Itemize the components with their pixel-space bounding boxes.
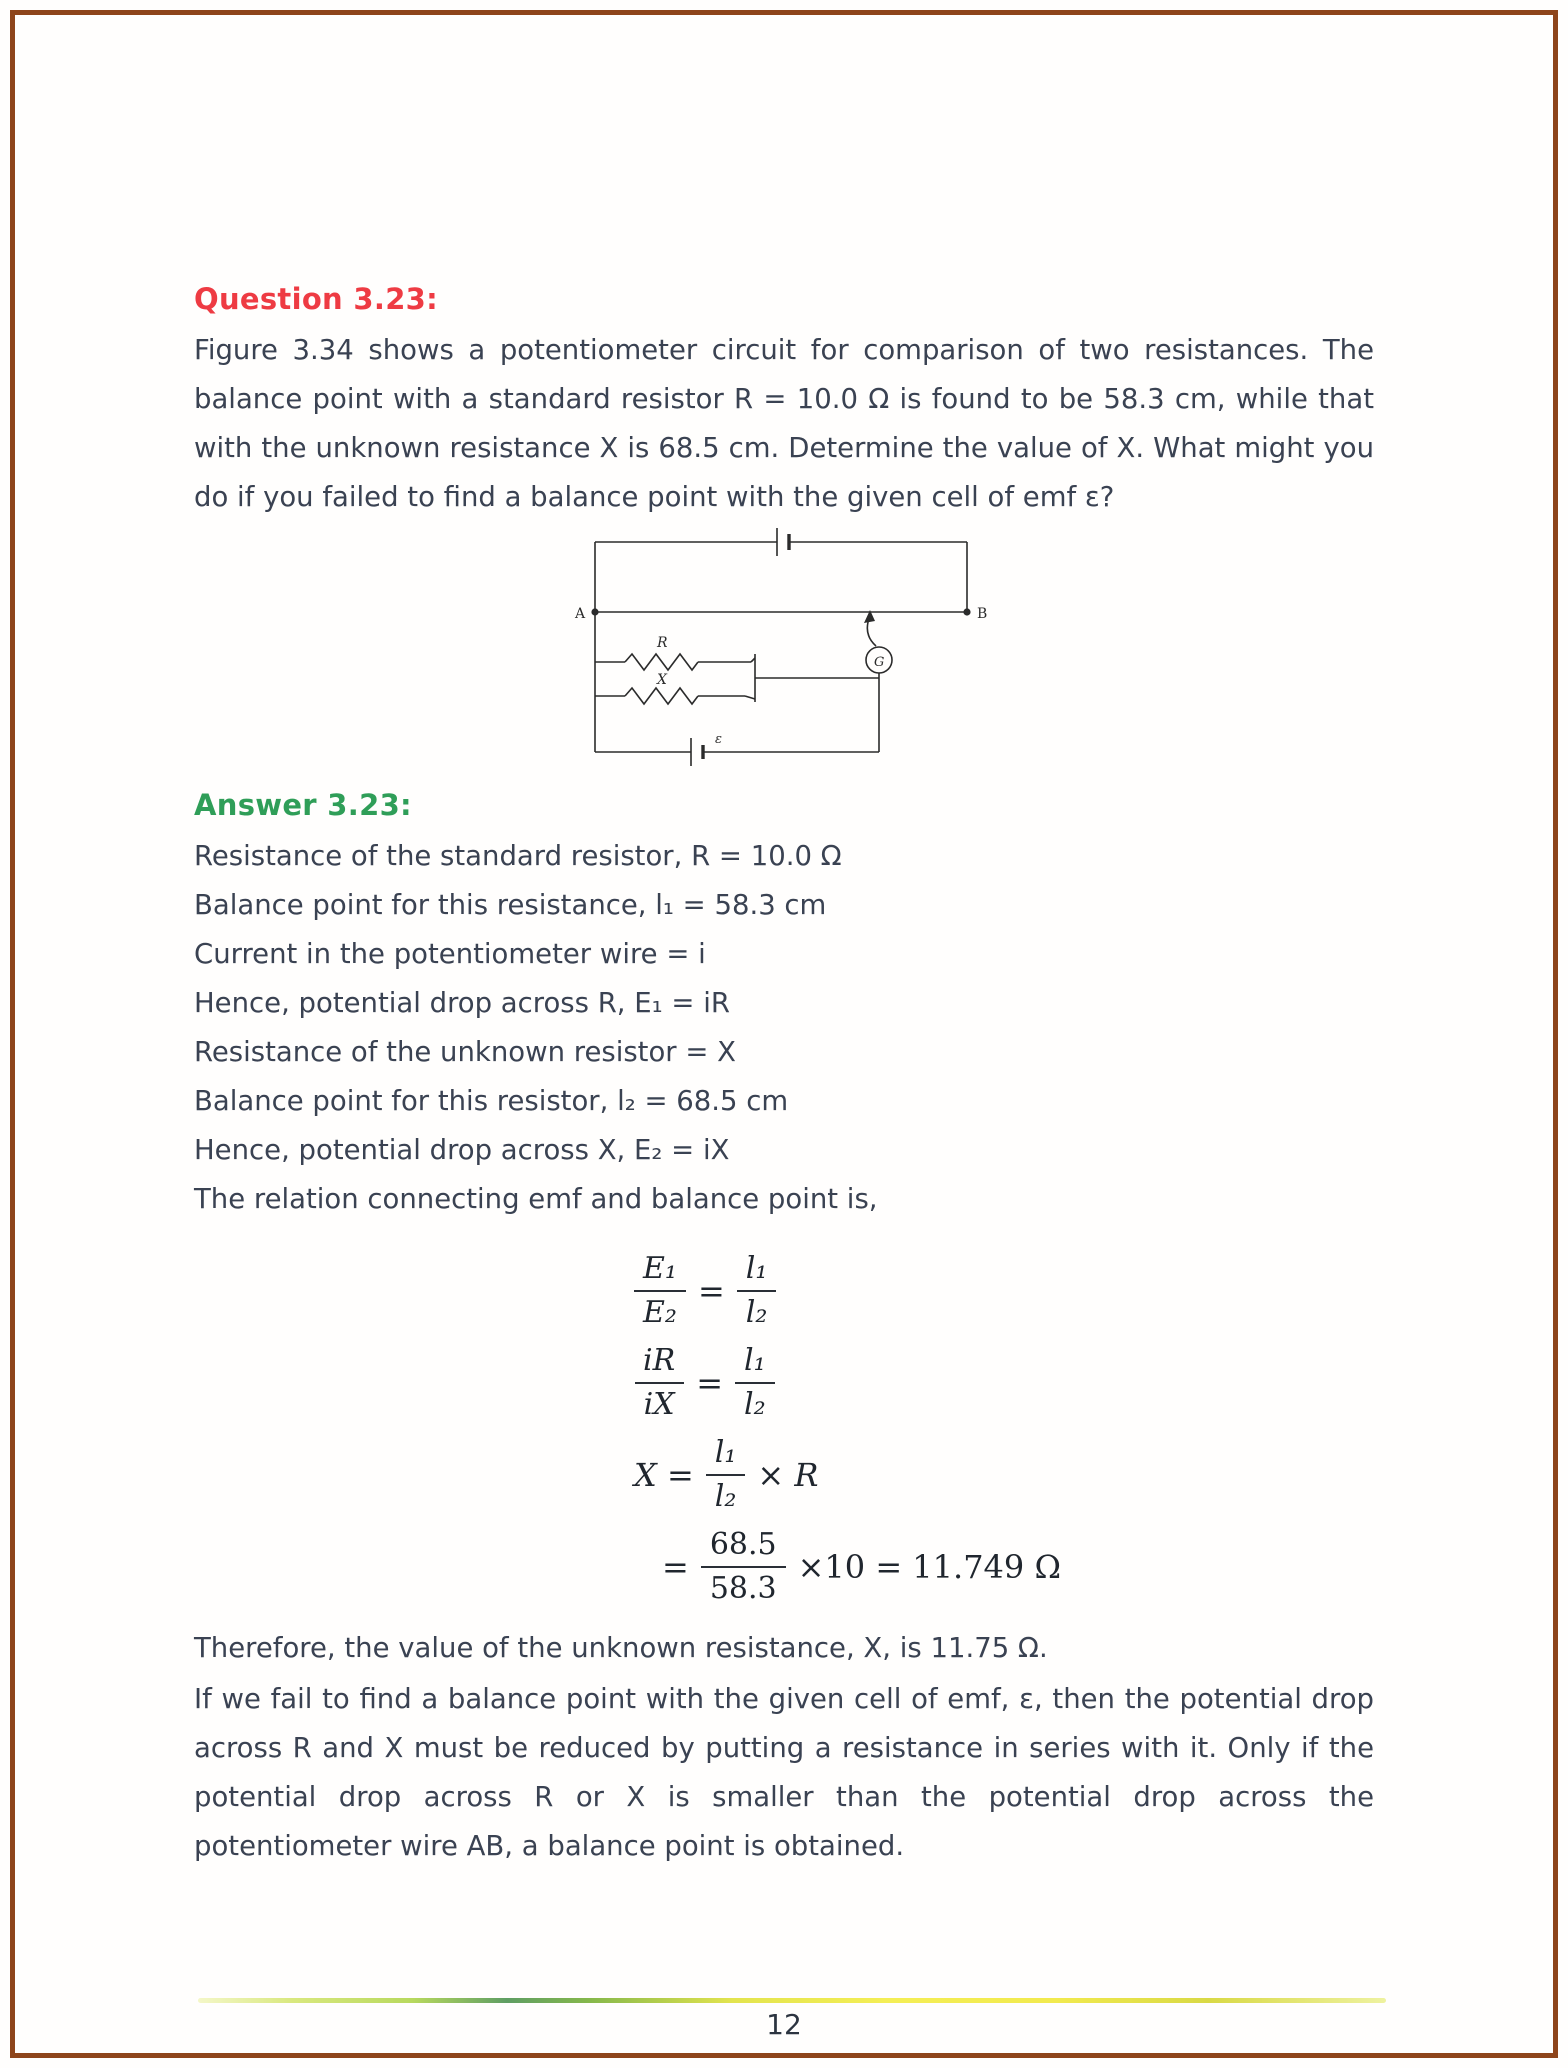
answer-line: Hence, potential drop across X, E₂ = iX	[194, 1134, 730, 1166]
answer-line: Resistance of the standard resistor, R = 10.0 Ω	[194, 840, 842, 872]
label-resistor-r: R	[657, 635, 668, 651]
potentiometer-circuit-diagram	[569, 524, 999, 776]
question-heading: Question 3.23:	[194, 282, 439, 316]
circuit-wires	[595, 528, 967, 766]
page-content	[194, 0, 1374, 1871]
fraction	[737, 1251, 777, 1331]
fraction	[701, 1527, 786, 1607]
circuit-nodes	[591, 608, 970, 623]
equation-row	[634, 1248, 1374, 1334]
circuit-labels	[574, 606, 987, 747]
fraction	[735, 1343, 775, 1423]
answer-line: Current in the potentiometer wire = i	[194, 938, 706, 970]
conclusion-text: Therefore, the value of the unknown resistance, X, is 11.75 Ω.	[194, 1632, 1048, 1664]
circuit-figure	[569, 524, 999, 776]
footer-divider-rule	[198, 1998, 1386, 2003]
numerator: l₁	[714, 1435, 737, 1470]
numerator: l₁	[745, 1251, 768, 1286]
equation-row	[634, 1432, 1374, 1518]
label-terminal-a: A	[575, 606, 586, 622]
answer-line: Balance point for this resistor, l₂ = 68.5 cm	[194, 1085, 789, 1117]
question-paragraph: Figure 3.34 shows a potentiometer circuit for comparison of two resistances. The balance point with a standard resistor R = 10.0 Ω is found to be 58.3 cm, while that with the unknown resistance X is 68.5 cm. Determine the value of X. What might you do if you failed to find a balance point with the given cell of emf ε?	[194, 334, 1374, 513]
denominator: l₂	[706, 1474, 746, 1515]
label-cell-emf: ε	[715, 732, 722, 747]
answer-heading: Answer 3.23:	[194, 788, 412, 822]
equals-sign: =	[696, 1363, 723, 1402]
closing-paragraph: If we fail to find a balance point with the given cell of emf, ε, then the potential drop across R and X must be reduced by putting a resistance in series with it. Only if the potential drop across R or X is smaller than the potential drop across the potentiometer wire AB, a balance point is obtained.	[194, 1683, 1374, 1862]
node-a-dot	[591, 608, 598, 615]
label-resistor-x: X	[657, 672, 667, 688]
equation-row	[662, 1524, 1374, 1610]
numerator: l₁	[744, 1343, 766, 1378]
fraction	[634, 1251, 686, 1331]
fraction	[706, 1435, 746, 1515]
label-terminal-b: B	[977, 606, 988, 622]
page-number: 12	[766, 2008, 802, 2042]
denominator: E₂	[634, 1290, 686, 1331]
answer-lines	[194, 832, 1374, 1224]
equation-block	[634, 1248, 1374, 1610]
fraction	[634, 1343, 684, 1423]
denominator: 58.3	[701, 1566, 786, 1607]
equation-tail: × R	[757, 1455, 819, 1494]
equation-row	[634, 1340, 1374, 1426]
numerator: 68.5	[709, 1527, 777, 1562]
node-b-dot	[963, 608, 970, 615]
equation-lead: =	[662, 1547, 689, 1586]
denominator: l₂	[735, 1382, 775, 1423]
answer-line: The relation connecting emf and balance point is,	[194, 1183, 878, 1215]
denominator: iX	[635, 1382, 684, 1423]
answer-line: Hence, potential drop across R, E₁ = iR	[194, 987, 730, 1019]
equation-lead: X =	[634, 1455, 694, 1494]
answer-line: Resistance of the unknown resistor = X	[194, 1036, 736, 1068]
denominator: l₂	[737, 1290, 777, 1331]
numerator: iR	[643, 1343, 676, 1378]
equation-tail: ×10 = 11.749 Ω	[797, 1547, 1061, 1586]
numerator: E₁	[643, 1251, 677, 1286]
equals-sign: =	[697, 1271, 725, 1310]
answer-line: Balance point for this resistance, l₁ = 58.3 cm	[194, 889, 827, 921]
label-galvanometer-g: G	[874, 655, 885, 670]
